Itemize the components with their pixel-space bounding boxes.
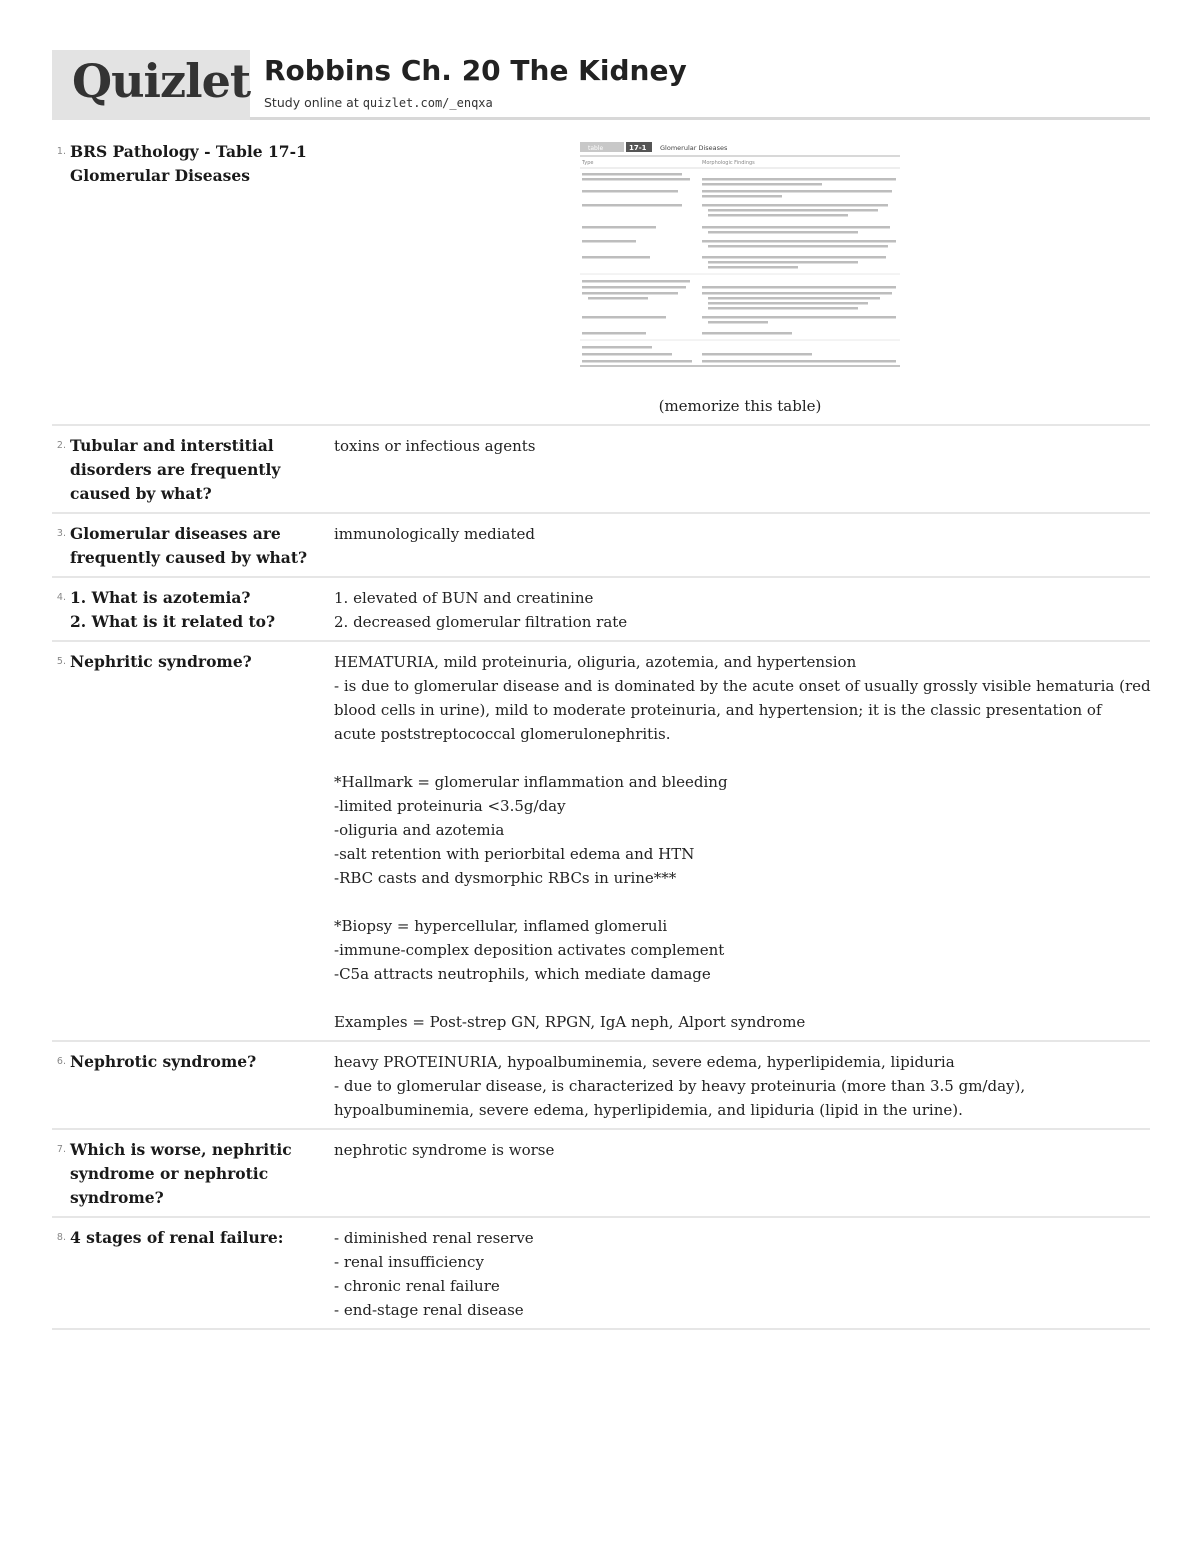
card-term: Glomerular diseases are frequently caused by what?	[70, 524, 308, 567]
card-number: 3.	[56, 528, 66, 539]
card-definition: nephrotic syndrome is worse	[334, 1141, 555, 1159]
card-definition: heavy PROTEINURIA, hypoalbuminemia, severe edema, hyperlipidemia, lipiduria - due to glomerular disease, is characterized by heavy proteinuria (more than 3.5 gm/day), hypoalbuminemia, severe edema, hyperlipidemia, and lipiduria (lipid in the urine).	[334, 1053, 1026, 1119]
flashcard	[52, 1218, 1150, 1330]
figure-table-heading: Glomerular Diseases	[660, 144, 728, 152]
logo-text: Quizlet	[72, 54, 251, 108]
card-definition: immunologically mediated	[334, 525, 535, 543]
flashcard-list	[52, 132, 1150, 1330]
card-term: Nephrotic syndrome?	[70, 1052, 257, 1071]
card-figure	[580, 140, 900, 418]
flashcard	[52, 426, 1150, 514]
flashcard	[52, 578, 1150, 642]
card-number: 2.	[56, 440, 66, 451]
glomerular-diseases-table-image	[580, 140, 900, 390]
card-term: 4 stages of renal failure:	[70, 1228, 284, 1247]
figure-table-label: table	[588, 145, 604, 152]
flashcard	[52, 132, 1150, 426]
card-term: BRS Pathology - Table 17-1 Glomerular Diseases	[70, 142, 307, 185]
card-definition: HEMATURIA, mild proteinuria, oliguria, azotemia, and hypertension - is due to glomerular disease and is dominated by the acute onset of usually grossly visible hematuria (red blood cells in urine), mild to moderate proteinuria, and hypertension; it is the classic presentation of acute poststreptococcal glomerulonephritis. *Hallmark = glomerular inflammation and bleeding -limited proteinuria <3.5g/day -oliguria and azotemia -salt retention with periorbital edema and HTN -RBC casts and dysmorphic RBCs in urine*** *Biopsy = hypercellular, inflamed glomeruli -immune-complex deposition activates complement -C5a attracts neutrophils, which mediate damage Examples = Post-strep GN, RPGN, IgA neph, Alport syndrome	[334, 653, 1151, 1031]
page-header	[52, 50, 1150, 120]
card-term: Which is worse, nephritic syndrome or nephrotic syndrome?	[70, 1140, 292, 1207]
card-number: 1.	[56, 146, 66, 157]
figure-table-number: 17-1	[629, 144, 647, 152]
header-divider	[250, 117, 1150, 120]
figure-col1-header: Type	[582, 160, 594, 166]
figure-caption: (memorize this table)	[658, 397, 822, 415]
card-number: 6.	[56, 1056, 66, 1067]
page-title: Robbins Ch. 20 The Kidney	[264, 54, 687, 87]
study-online-line	[264, 95, 493, 110]
card-definition: 1. elevated of BUN and creatinine 2. decreased glomerular filtration rate	[334, 589, 628, 631]
card-number: 4.	[56, 592, 66, 603]
quizlet-logo[interactable]	[52, 50, 250, 120]
card-number: 5.	[56, 656, 66, 667]
card-definition: toxins or infectious agents	[334, 437, 536, 455]
study-prefix: Study online at	[264, 95, 363, 110]
card-number: 7.	[56, 1144, 66, 1155]
flashcard	[52, 1130, 1150, 1218]
flashcard	[52, 642, 1150, 1042]
card-term: 1. What is azotemia? 2. What is it related to?	[70, 588, 276, 631]
card-definition: - diminished renal reserve - renal insufficiency - chronic renal failure - end-stage renal disease	[334, 1229, 534, 1319]
flashcard	[52, 514, 1150, 578]
figure-col2-header: Morphologic Findings	[702, 160, 755, 166]
study-url-link[interactable]: quizlet.com/_enqxa	[362, 96, 493, 110]
card-term: Nephritic syndrome?	[70, 652, 252, 671]
card-term: Tubular and interstitial disorders are frequently caused by what?	[70, 436, 281, 503]
card-number: 8.	[56, 1232, 66, 1243]
flashcard	[52, 1042, 1150, 1130]
